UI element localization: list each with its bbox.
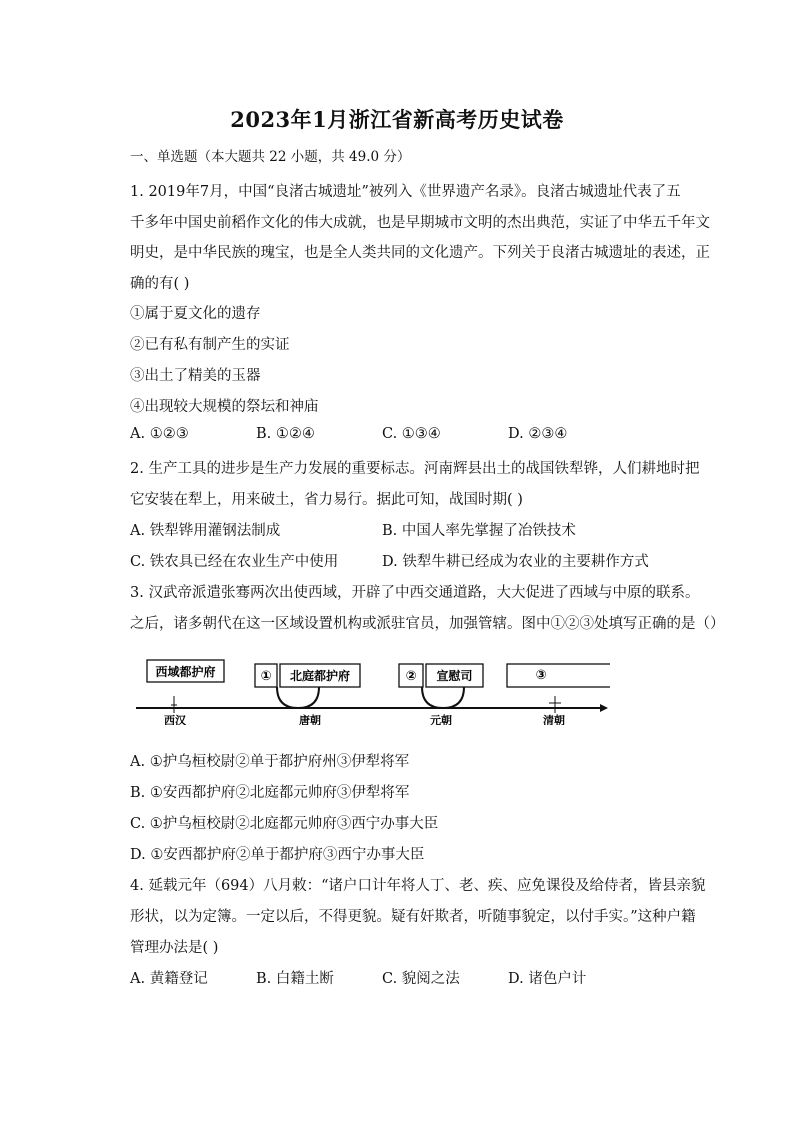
q2-line: 它安装在犁上，用来破土，省力易行。据此可知，战国时期( ) [130,492,523,508]
box-beiting-label: 北庭都护府 [289,669,351,683]
timeline-figure [130,655,610,725]
box-xiyu-label: 西域都护府 [155,665,216,679]
q3-line: 3. 汉武帝派遣张骞两次出使西域，开辟了中西交通道路，大大促进了西域与中原的联系。 [130,585,700,601]
q2-line: 2. 生产工具的进步是生产力发展的重要标志。河南辉县出土的战国铁犁铧，人们耕地时把 [130,461,700,477]
q1-line: 千多年中国史前稻作文化的伟大成就，也是早期城市文明的杰出典范，实证了中华五千年文 [130,215,710,231]
exam-title: 2023年1月浙江省新高考历史试卷 [230,107,564,132]
q1-line: 明史，是中华民族的瑰宝，也是全人类共同的文化遗产。下列关于良渚古城遗址的表述，正 [130,245,710,261]
timeline-svg [130,655,610,725]
section-heading: 一、单选题（本大题共 22 小题，共 49.0 分） [130,149,411,165]
q1-item: ④出现较大规模的祭坛和神庙 [130,399,319,415]
label-qing: 清朝 [543,714,565,725]
qing-marker [549,696,561,713]
q4-line: 形状，以为定簿。一定以后，不得更貌。疑有奸欺者，听随事貌定，以付手实。”这种户籍 [130,909,696,925]
label-yuan: 元朝 [430,714,452,725]
q1-option-b[interactable]: B. ①②④ [256,426,315,442]
label-tang: 唐朝 [299,714,321,725]
xihan-marker [171,696,177,713]
q2-option-d[interactable]: D. 铁犁牛耕已经成为农业的主要耕作方式 [382,554,649,570]
box-xuanwei-label: 宣慰司 [436,669,473,683]
q1-option-d[interactable]: D. ②③④ [508,426,568,442]
timeline-arrow [600,704,608,712]
q2-option-c[interactable]: C. 铁农具已经在农业生产中使用 [130,554,339,570]
q1-option-c[interactable]: C. ①③④ [382,426,441,442]
yuan-span-arc [422,687,464,708]
q1-item: ③出土了精美的玉器 [130,368,261,384]
q3-option-a[interactable]: A. ①护乌桓校尉②单于都护府州③伊犁将军 [130,754,410,770]
q4-option-d[interactable]: D. 诸色户计 [508,971,587,987]
q1-option-a[interactable]: A. ①②③ [130,426,189,442]
q1-item: ②已有私有制产生的实证 [130,337,290,353]
q1-item: ①属于夏文化的遗存 [130,306,261,322]
q4-option-b[interactable]: B. 白籍土断 [256,971,334,987]
q4-option-a[interactable]: A. 黄籍登记 [130,971,208,987]
box-blank-1-label: ① [260,669,272,684]
q4-option-c[interactable]: C. 貌阅之法 [382,971,460,987]
q4-line: 管理办法是( ) [130,940,219,956]
q1-line: 确的有( ) [130,276,190,292]
box-blank-3-label: ③ [535,668,547,683]
q3-option-c[interactable]: C. ①护乌桓校尉②北庭都元帅府③西宁办事大臣 [130,816,439,832]
q4-line: 4. 延载元年（694）八月敕：“诸户口计年将人丁、老、疾、应免课役及给侍者，皆县亲貌 [130,878,706,894]
q2-option-a[interactable]: A. 铁犁铧用灌钢法制成 [130,523,281,539]
q3-option-d[interactable]: D. ①安西都护府②单于都护府③西宁办事大臣 [130,847,425,863]
box-blank-3 [507,664,610,687]
q2-option-b[interactable]: B. 中国人率先掌握了冶铁技术 [382,523,576,539]
box-blank-2-label: ② [405,669,417,684]
q3-line: 之后，诸多朝代在这一区域设置机构或派驻官员，加强管辖。图中①②③处填写正确的是（） [130,616,725,632]
q1-line: 1. 2019年7月，中国“良渚古城遗址”被列入《世界遗产名录》。良渚古城遗址代表了五 [130,184,681,200]
label-xihan: 西汉 [164,714,186,725]
tang-span-arc [277,687,319,708]
q3-option-b[interactable]: B. ①安西都护府②北庭都元帅府③伊犁将军 [130,785,410,801]
